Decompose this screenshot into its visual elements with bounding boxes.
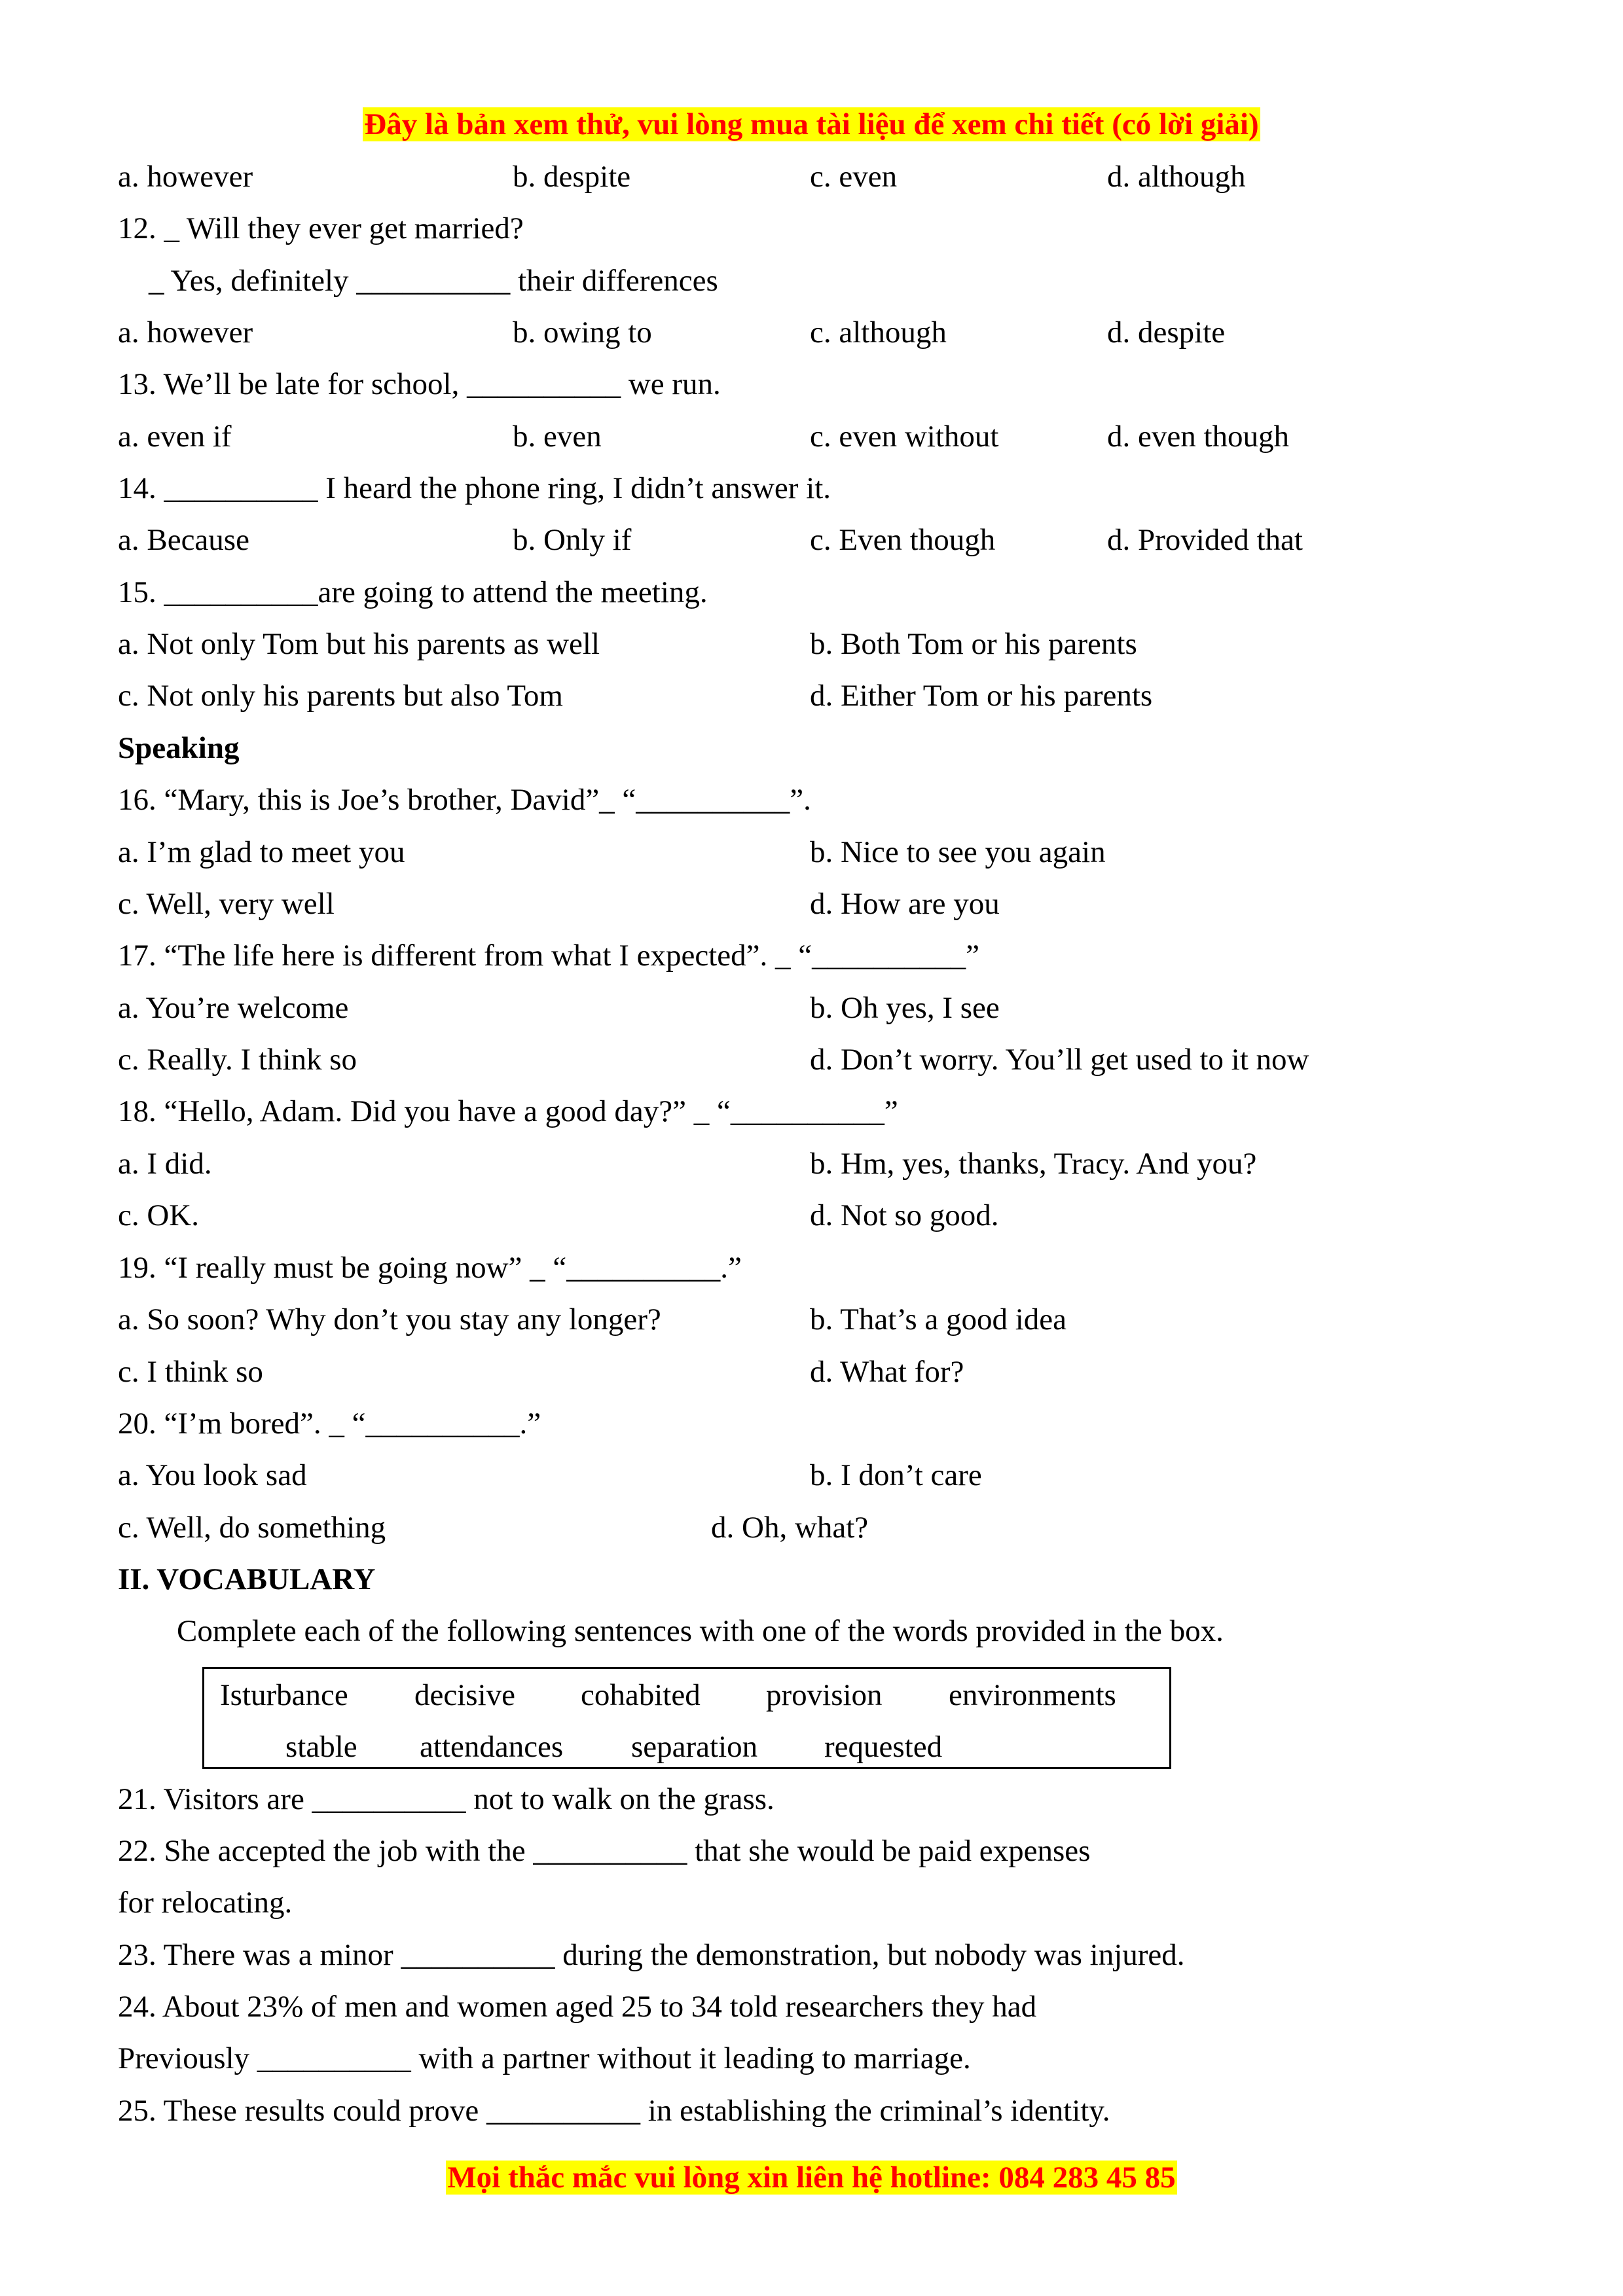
question-13: 13. We’ll be late for school, __________ we run. bbox=[118, 367, 721, 401]
vocabulary-heading: II. VOCABULARY bbox=[118, 1562, 376, 1596]
option-a: a. however bbox=[118, 160, 253, 194]
question-23: 23. There was a minor __________ during the demonstration, but nobody was injured. bbox=[118, 1938, 1185, 1972]
word-box-word: requested bbox=[824, 1730, 943, 1764]
question-21: 21. Visitors are __________ not to walk on the grass. bbox=[118, 1782, 775, 1816]
option-a: a. I did. bbox=[118, 1147, 212, 1181]
option-d: d. even though bbox=[1107, 420, 1290, 454]
option-b: b. That’s a good idea bbox=[810, 1302, 1067, 1336]
option-c: c. OK. bbox=[118, 1198, 199, 1232]
option-a: a. even if bbox=[118, 420, 232, 454]
option-c: c. even bbox=[810, 160, 898, 194]
word-box-word: cohabited bbox=[581, 1678, 701, 1712]
option-b: b. Nice to see you again bbox=[810, 835, 1106, 869]
option-b: b. Hm, yes, thanks, Tracy. And you? bbox=[810, 1147, 1257, 1181]
option-d: d. Either Tom or his parents bbox=[810, 679, 1153, 713]
option-d: d. despite bbox=[1107, 315, 1226, 350]
option-a: a. I’m glad to meet you bbox=[118, 835, 405, 869]
option-b: b. despite bbox=[513, 160, 631, 194]
word-box-word: environments bbox=[949, 1678, 1116, 1712]
option-a: a. You look sad bbox=[118, 1458, 307, 1492]
question-14: 14. __________ I heard the phone ring, I didn’t answer it. bbox=[118, 471, 831, 505]
option-c: c. Well, do something bbox=[118, 1511, 386, 1545]
question-25: 25. These results could prove __________ in establishing the criminal’s identity. bbox=[118, 2094, 1110, 2128]
option-b: b. owing to bbox=[513, 315, 652, 350]
option-c: c. Not only his parents but also Tom bbox=[118, 679, 563, 713]
word-box bbox=[202, 1667, 1171, 1769]
footer-notice: Mọi thắc mắc vui lòng xin liên hệ hotline: 084 283 45 85 bbox=[447, 2161, 1176, 2195]
question-19: 19. “I really must be going now” _ “__________.” bbox=[118, 1251, 742, 1285]
word-box-word: provision bbox=[766, 1678, 883, 1712]
question-22-continued: for relocating. bbox=[118, 1886, 293, 1920]
word-box-word: attendances bbox=[420, 1730, 564, 1764]
option-b: b. I don’t care bbox=[810, 1458, 982, 1492]
question-17: 17. “The life here is different from what I expected”. _ “__________” bbox=[118, 939, 979, 973]
option-d: d. Don’t worry. You’ll get used to it now bbox=[810, 1043, 1309, 1077]
question-24-continued: Previously __________ with a partner without it leading to marriage. bbox=[118, 2041, 971, 2075]
option-a: a. So soon? Why don’t you stay any longer? bbox=[118, 1302, 661, 1336]
word-box-word: separation bbox=[631, 1730, 758, 1764]
option-c: c. Well, very well bbox=[118, 887, 335, 921]
question-12: 12. _ Will they ever get married? bbox=[118, 211, 524, 245]
question-12-answer-line: _ Yes, definitely __________ their differences bbox=[118, 264, 718, 298]
option-c: c. I think so bbox=[118, 1355, 263, 1389]
option-d: d. Not so good. bbox=[810, 1198, 999, 1232]
header-notice: Đây là bản xem thử, vui lòng mua tài liệu để xem chi tiết (có lời giải) bbox=[364, 107, 1259, 141]
word-box-word: decisive bbox=[414, 1678, 515, 1712]
option-c: c. Really. I think so bbox=[118, 1043, 357, 1077]
option-d: d. although bbox=[1107, 160, 1246, 194]
word-box-word: Isturbance bbox=[220, 1678, 348, 1712]
option-d: d. Oh, what? bbox=[711, 1511, 869, 1545]
vocabulary-instruction: Complete each of the following sentences with one of the words provided in the box. bbox=[177, 1614, 1224, 1648]
option-b: b. Oh yes, I see bbox=[810, 991, 1000, 1025]
option-c: c. although bbox=[810, 315, 947, 350]
option-d: d. Provided that bbox=[1107, 523, 1303, 557]
option-d: d. How are you bbox=[810, 887, 1000, 921]
option-a: a. however bbox=[118, 315, 253, 350]
option-b: b. Only if bbox=[513, 523, 632, 557]
option-b: b. Both Tom or his parents bbox=[810, 627, 1137, 661]
option-c: c. Even though bbox=[810, 523, 996, 557]
question-15: 15. __________are going to attend the meeting. bbox=[118, 575, 708, 609]
option-a: a. You’re welcome bbox=[118, 991, 349, 1025]
speaking-heading: Speaking bbox=[118, 731, 240, 765]
option-b: b. even bbox=[513, 420, 602, 454]
question-24: 24. About 23% of men and women aged 25 to 34 told researchers they had bbox=[118, 1990, 1037, 2024]
option-a: a. Not only Tom but his parents as well bbox=[118, 627, 600, 661]
question-20: 20. “I’m bored”. _ “__________.” bbox=[118, 1407, 541, 1441]
question-18: 18. “Hello, Adam. Did you have a good day?” _ “__________” bbox=[118, 1094, 898, 1128]
option-a: a. Because bbox=[118, 523, 249, 557]
word-box-word: stable bbox=[285, 1730, 357, 1764]
option-d: d. What for? bbox=[810, 1355, 964, 1389]
question-16: 16. “Mary, this is Joe’s brother, David”_ “__________”. bbox=[118, 783, 811, 817]
question-22: 22. She accepted the job with the __________ that she would be paid expenses bbox=[118, 1834, 1091, 1868]
option-c: c. even without bbox=[810, 420, 999, 454]
